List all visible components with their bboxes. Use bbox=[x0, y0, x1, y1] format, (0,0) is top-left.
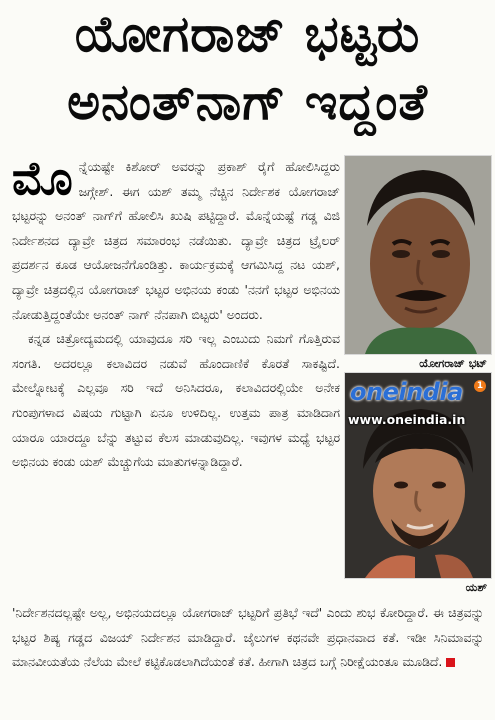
article-continuation bbox=[12, 601, 484, 675]
portrait-man-mustache bbox=[345, 156, 491, 354]
article-paragraph-3 bbox=[12, 601, 484, 675]
photo-yogaraj-bhat bbox=[344, 155, 492, 355]
drop-cap: ಮೊ bbox=[12, 151, 73, 205]
oneindia-logo: oneindia bbox=[350, 378, 463, 406]
end-mark-icon bbox=[446, 658, 455, 667]
paragraph-1-text: ನ್ನೆಯಷ್ಟೇ ಕಿಶೋರ್ ಅವರನ್ನು ಪ್ರಕಾಶ್ ರೈಗೆ ಹೋಲಿಸಿದ್ದರು ಜಗ್ಗೇಶ್. ಈಗ ಯಶ್ ತಮ್ಮ ನೆಚ್ಚಿನ ನಿರ್ದೇಶಕ ಯೋಗರಾಜ್ ಭಟ್ಟರನ್ನು ಅನಂತ್ ನಾಗ್‌ಗೆ ಹೋಲಿಸಿ ಖುಷಿ ಪಟ್ಟಿದ್ದಾರೆ. ಮೊನ್ನೆಯಷ್ಟೆ ಗಡ್ಡ ವಿಜಿ ನಿರ್ದೇಶನದ ದ್ಯಾವ್ರೇ ಚಿತ್ರದ ಸಮಾರಂಭ ನಡೆಯಿತು. ದ್ಯಾವ್ರೇ ಚಿತ್ರದ ಟ್ರೈಲರ್ ಪ್ರದರ್ಶನ ಕೂಡ ಆಯೋಜನೆಗೊಂಡಿತ್ತು. ಕಾರ್ಯಕ್ರಮಕ್ಕೆ ಆಗಮಿಸಿದ್ದ ನಟ ಯಶ್, ದ್ಯಾವ್ರೇ ಚಿತ್ರದಲ್ಲಿನ ಯೋಗರಾಜ್ ಭಟ್ಟರ ಅಭಿನಯ ಕಂಡು 'ನನಗೆ ಭಟ್ಟರ ಅಭಿನಯ ನೋಡುತ್ತಿದ್ದಂತೆಯೇ ಅನಂತ್ ನಾಗ್ ನೆನಪಾಗಿ ಬಿಟ್ಟರು' ಅಂದರು. bbox=[12, 159, 340, 322]
article-body bbox=[12, 151, 340, 475]
article-paragraph-2 bbox=[12, 327, 340, 475]
paragraph-3-text: 'ನಿರ್ದೇಶನದಲ್ಲಷ್ಟೇ ಅಲ್ಲ, ಅಭಿನಯದಲ್ಲೂ ಯೋಗರಾಜ್ ಭಟ್ಟರಿಗೆ ಪ್ರತಿಭೆ ಇದೆ' ಎಂದು ಶುಭ ಕೋರಿದ್ದಾರೆ. ಈ ಚಿತ್ರವನ್ನು ಭಟ್ಟರ ಶಿಷ್ಯ ಗಡ್ಡದ ವಿಜಯ್ ನಿರ್ದೇಶನ ಮಾಡಿದ್ದಾರೆ. ಜೈಲುಗಳ ಕಥನವೇ ಪ್ರಧಾನವಾದ ಕತೆ. ಇಡೀ ಸಿನಿಮಾವನ್ನು ಮಾನವೀಯತೆಯ ನೆಲೆಯ ಮೇಲೆ ಕಟ್ಟಿಕೊಡಲಾಗಿದೆಯಂತೆ ಕತೆ. ಹೀಗಾಗಿ ಚಿತ್ರದ ಬಗ್ಗೆ ನಿರೀಕ್ಷೆಯಂತೂ ಮೂಡಿದೆ. bbox=[12, 605, 484, 670]
photo-1-caption: ಯೋಗರಾಜ್ ಭಟ್ bbox=[419, 357, 487, 370]
oneindia-watermark bbox=[346, 376, 488, 436]
photo-2-caption: ಯಶ್ bbox=[465, 581, 487, 594]
article-paragraph-1 bbox=[12, 151, 340, 327]
oneindia-url: www.oneindia.in bbox=[348, 412, 466, 427]
oneindia-badge-icon: 1 bbox=[474, 380, 486, 392]
headline-line-1: ಯೋಗರಾಜ್ ಭಟ್ಟರು bbox=[74, 5, 421, 63]
headline bbox=[0, 0, 495, 150]
headline-line-2: ಅನಂತ್‌ನಾಗ್ ಇದ್ದಂತೆ bbox=[67, 73, 428, 131]
paragraph-2-text: ಕನ್ನಡ ಚಿತ್ರೋದ್ಯಮದಲ್ಲಿ ಯಾವುದೂ ಸರಿ ಇಲ್ಲ ಎಂಬುದು ನಿಮಗೆ ಗೊತ್ತಿರುವ ಸಂಗತಿ. ಅದರಲ್ಲೂ ಕಲಾವಿದರ ನಡುವೆ ಹೊಂದಾಣಿಕೆ ಕೊರತೆ ಸಾಕಷ್ಟಿದೆ. ಮೇಲ್ನೋಟಕ್ಕೆ ಎಲ್ಲವೂ ಸರಿ ಇದೆ ಅನಿಸಿದರೂ, ಕಲಾವಿದರಲ್ಲಿಯೇ ಅನೇಕ ಗುಂಪುಗಳಾದ ವಿಷಯ ಗುಟ್ಟಾಗಿ ಏನೂ ಉಳಿದಿಲ್ಲ. ಉತ್ತಮ ಪಾತ್ರ ಮಾಡಿದಾಗ ಯಾರೂ ಯಾರದ್ದೂ ಬೆನ್ನು ತಟ್ಟುವ ಕೆಲಸ ಮಾಡುವುದಿಲ್ಲ. ಇವುಗಳ ಮಧ್ಯೆ ಭಟ್ಟರ ಅಭಿನಯ ಕಂಡು ಯಶ್ ಮೆಚ್ಚುಗೆಯ ಮಾತುಗಳನ್ನಾಡಿದ್ದಾರೆ. bbox=[12, 331, 340, 470]
